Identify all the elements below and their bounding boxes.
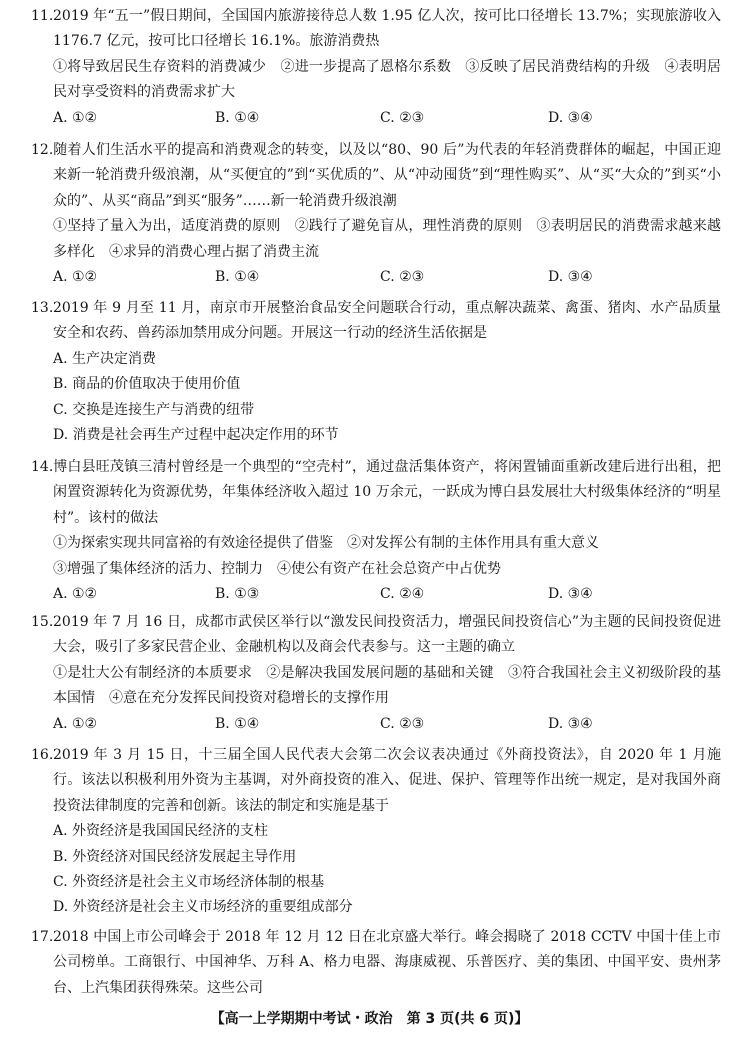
question-text: 随着人们生活水平的提高和消费观念的转变，以及以“80、90 后”为代表的年轻消费群体的崛起，中国正迎来新一轮消费升级浪潮，从“买便宜的”到“买优质的”、从“冲动囤货”到“理性购买”、从“买“大众的”到买“小众的”、从买“商品”到买“服务”……新一轮消费升级浪潮	[53, 142, 721, 209]
choice-d[interactable]: D. 外资经济是社会主义市场经济的重要组成部分	[53, 899, 353, 916]
answer-choices	[53, 712, 721, 737]
choice-a[interactable]: A. ①②	[53, 109, 98, 126]
question-12	[31, 138, 721, 290]
question-number: 14.	[31, 459, 54, 475]
question-15	[31, 610, 721, 737]
choice-c[interactable]: C. ②③	[380, 715, 425, 732]
question-text: 2019 年 3 月 15 日，十三届全国人民代表大会第二次会议表决通过《外商投资法》，自 2020 年 1 月施行。该法以积极利用外资为主基调，对外商投资的准入、促进、保护、管理等作出统一规定，是对我国外商投资法律制度的完善和创新。该法的制定和实施是基于	[53, 747, 721, 814]
choice-b[interactable]: B. ①④	[215, 109, 260, 126]
choice-b[interactable]: B. 外资经济对国民经济发展起主导作用	[53, 848, 297, 865]
choice-a[interactable]: A. ①②	[53, 269, 98, 286]
question-stem	[31, 925, 721, 1001]
question-text: 2019 年 9 月至 11 月，南京市开展整治食品安全问题联合行动，重点解决蔬菜、禽蛋、猪肉、水产品质量安全和农药、兽药添加禁用成分问题。开展这一行动的经济生活依据是	[53, 300, 721, 342]
question-text: 博白县旺茂镇三清村曾经是一个典型的“空壳村”，通过盘活集体资产，将闲置铺面重新改建后进行出租，把闲置资源转化为资源优势，年集体经济收入超过 10 万余元，一跃成为博白县发展壮大村级集体经济的“明星村”。该村的做法	[53, 459, 721, 526]
choice-c[interactable]: C. ②③	[380, 269, 425, 286]
question-stem	[31, 138, 721, 214]
question-text: 2019 年“五一”假日期间，全国国内旅游接待总人数 1.95 亿人次，按可比口径增长 13.7%；实现旅游收入 1176.7 亿元，按可比口径增长 16.1%。旅游消费热	[53, 8, 721, 50]
question-11	[31, 4, 721, 131]
question-number: 15.	[31, 614, 54, 630]
question-number: 13.	[31, 300, 54, 316]
statement-options: ①坚持了量入为出，适度消费的原则 ②践行了避免盲从，理性消费的原则 ③表明居民的消费需求越来越多样化 ④求异的消费心理占据了消费主流	[53, 218, 721, 260]
question-13	[31, 296, 721, 448]
question-text: 2018 中国上市公司峰会于 2018 年 12 月 12 日在北京盛大举行。峰会揭晓了 2018 CCTV 中国十佳上市公司榜单。工商银行、中国神华、万科 A、格力电器、海康威视、乐普医疗、美的集团、中国平安、贵州茅台、上汽集团获得殊荣。这些公司	[53, 929, 721, 996]
question-number: 11.	[31, 8, 54, 24]
question-stem	[31, 610, 721, 661]
answer-choices	[53, 265, 721, 290]
choice-c[interactable]: C. 交换是连接生产与消费的纽带	[53, 401, 255, 418]
choice-b[interactable]: B. 商品的价值取决于使用价值	[53, 376, 241, 393]
choice-a[interactable]: A. ①②	[53, 715, 98, 732]
choice-c[interactable]: C. 外资经济是社会主义市场经济体制的根基	[53, 874, 325, 891]
choice-a[interactable]: A. ①②	[53, 586, 98, 603]
choice-d[interactable]: D. ③④	[548, 715, 593, 732]
question-stem	[31, 455, 721, 531]
choice-d[interactable]: D. 消费是社会再生产过程中起决定作用的环节	[53, 427, 339, 444]
question-stem	[31, 743, 721, 819]
statement-options: ①将导致居民生存资料的消费减少 ②进一步提高了恩格尔系数 ③反映了居民消费结构的升级 ④表明居民对享受资料的消费需求扩大	[53, 58, 721, 101]
question-number: 12.	[31, 142, 54, 158]
question-stem	[31, 4, 721, 55]
answer-choices	[53, 582, 721, 607]
question-number: 16.	[31, 747, 54, 763]
statement-options: ①是壮大公有制经济的本质要求 ②是解决我国发展问题的基础和关键 ③符合我国社会主义初级阶段的基本国情 ④意在充分发挥民间投资对稳增长的支撑作用	[53, 664, 721, 707]
question-text: 2019 年 7 月 16 日，成都市武侯区举行以“激发民间投资活力，增强民间投资信心”为主题的民间投资促进大会，吸引了多家民营企业、金融机构以及商会代表参与。这一主题的确立	[53, 614, 721, 656]
page-footer: 【高一上学期期中考试・政治 第 3 页(共 6 页)】	[210, 1011, 529, 1027]
statement-options-line-2: ③增强了集体经济的活力、控制力 ④使公有资产在社会总资产中占优势	[53, 560, 501, 577]
choice-d[interactable]: D. ③④	[548, 269, 593, 286]
question-17	[31, 925, 721, 1001]
choice-d[interactable]: D. ③④	[548, 109, 593, 126]
question-stem	[31, 296, 721, 347]
choice-b[interactable]: B. ①③	[215, 586, 260, 603]
choice-a[interactable]: A. 外资经济是我国国民经济的支柱	[53, 823, 269, 840]
statement-options-line-1: ①为探索实现共同富裕的有效途径提供了借鉴 ②对发挥公有制的主体作用具有重大意义	[53, 535, 599, 552]
question-number: 17.	[31, 929, 54, 945]
question-16	[31, 743, 721, 921]
choice-c[interactable]: C. ②③	[380, 109, 425, 126]
question-14	[31, 455, 721, 607]
choice-a[interactable]: A. 生产决定消费	[53, 350, 157, 367]
choice-d[interactable]: D. ③④	[548, 586, 593, 603]
answer-choices	[53, 106, 721, 131]
choice-b[interactable]: B. ①④	[215, 715, 260, 732]
choice-b[interactable]: B. ①④	[215, 269, 260, 286]
choice-c[interactable]: C. ②④	[380, 586, 425, 603]
